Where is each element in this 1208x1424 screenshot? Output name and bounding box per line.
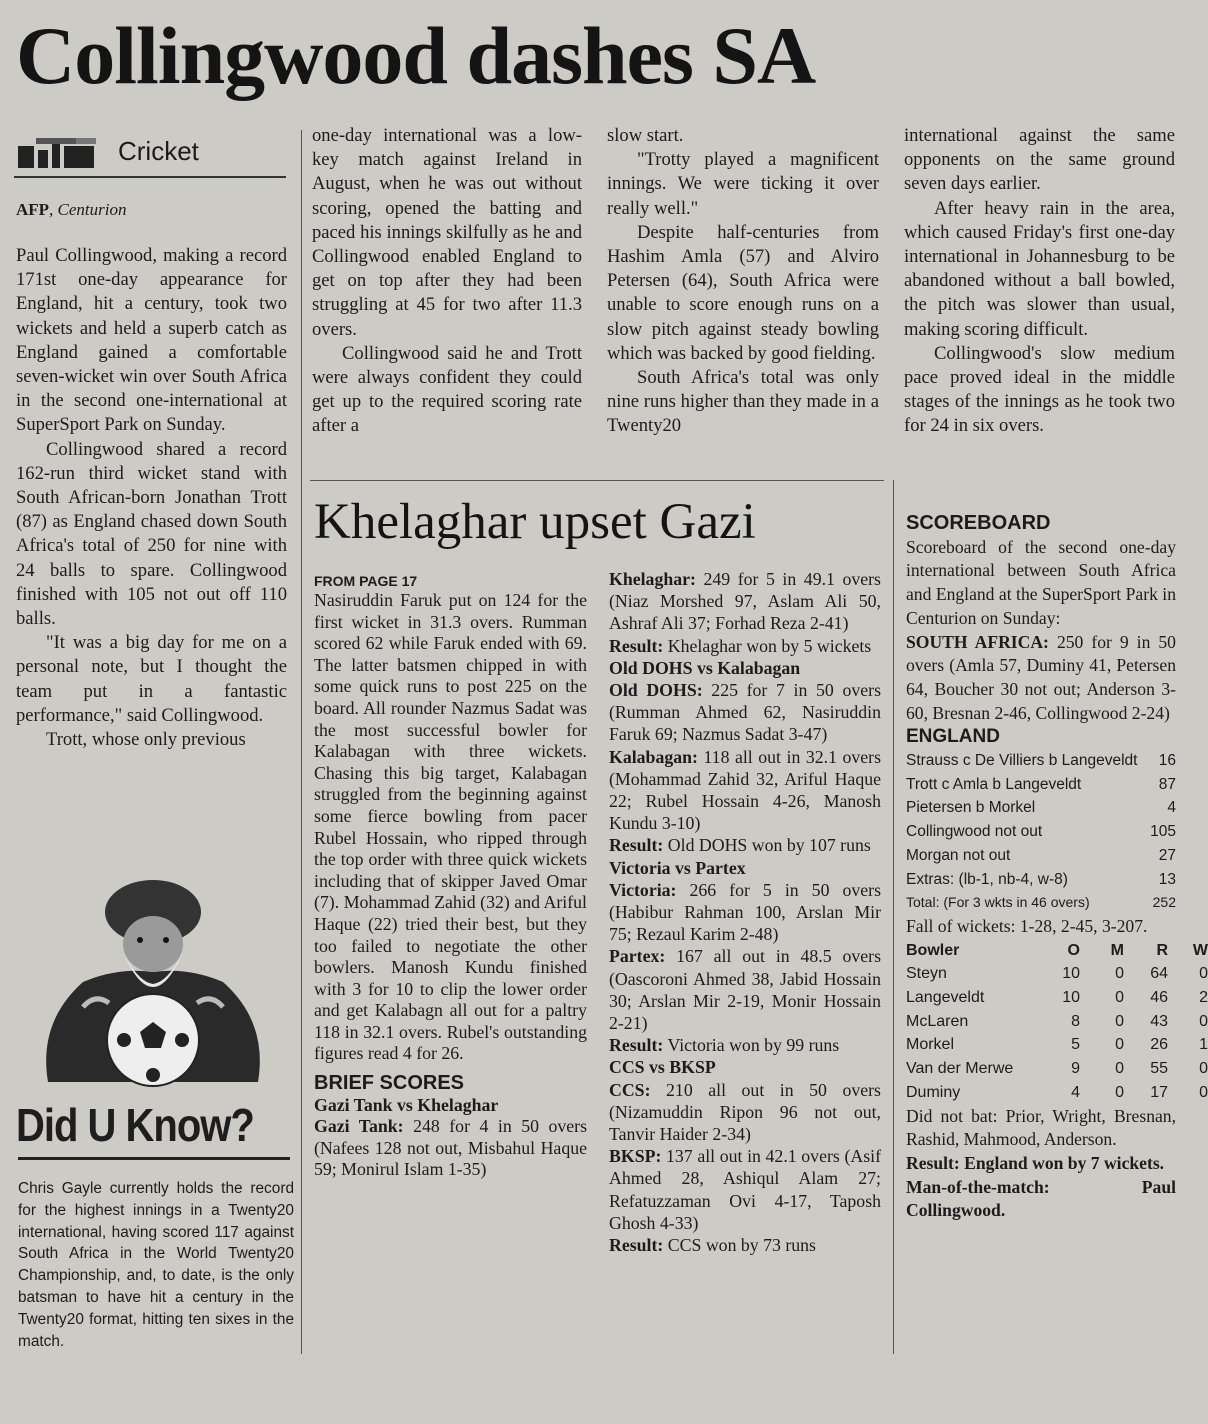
result-label: Result:: [609, 835, 664, 856]
batting-row: [906, 820, 1176, 844]
bowling-row: [906, 986, 1208, 1010]
result-text: Khelaghar won by 5 wickets: [667, 635, 872, 656]
match-heading: Victoria vs Partex: [609, 857, 746, 878]
did-not-bat: Did not bat: Prior, Wright, Bresnan, Rashid, Mahmood, Anderson.: [906, 1105, 1176, 1150]
man-of-the-match: Man-of-the-match: Paul Collingwood.: [906, 1176, 1176, 1221]
batting-row: [906, 844, 1176, 868]
overs: 9: [1071, 1060, 1080, 1078]
did-you-know-text: Chris Gayle currently holds the record for the highest innings in a Twenty20 international, having scored 117 against South Africa in the World Twenty20 Championship, and, to date, is the only batsman to have hit a century in the Twenty20 format, hitting ten sixes in the match.: [18, 1180, 294, 1350]
sa-label: SOUTH AFRICA:: [906, 631, 1049, 652]
fall-of-wickets: Fall of wickets: 1-28, 2-45, 3-207.: [906, 915, 1148, 936]
bowler: Duminy: [906, 1083, 961, 1101]
score-entry: [609, 879, 881, 946]
result-text: Old DOHS won by 107 runs: [667, 835, 871, 856]
team-label: Old DOHS:: [609, 680, 703, 701]
runs: 26: [1150, 1036, 1168, 1054]
maidens: 0: [1115, 1036, 1124, 1054]
result-entry: [609, 834, 881, 856]
byline-agency: AFP: [16, 200, 50, 219]
column-divider: [301, 130, 302, 1354]
wickets: 0: [1199, 1083, 1208, 1101]
team-label: Gazi Tank:: [314, 1116, 404, 1137]
maidens: 0: [1115, 965, 1124, 983]
overs: 10: [1062, 965, 1080, 983]
batter: Strauss c De Villiers b Langeveldt: [906, 752, 1138, 770]
article-col-2: [312, 124, 582, 439]
paragraph: "It was a big day for me on a personal note, but I thought the team put in a fantastic performance," said Collingwood.: [16, 632, 287, 726]
team-label: BKSP:: [609, 1146, 662, 1167]
batter: Morgan not out: [906, 846, 1011, 864]
match-heading: CCS vs BKSP: [609, 1057, 716, 1078]
overs: 10: [1062, 989, 1080, 1007]
paragraph: slow start.: [607, 125, 684, 146]
col-head: R: [1156, 941, 1168, 959]
page-headline: Collingwood dashes SA: [16, 10, 816, 101]
scoreboard-intro: Scoreboard of the second one-day international between South Africa and England at the SuperSport Park in Centurion on Sunday:: [906, 536, 1176, 628]
runs: 87: [1158, 775, 1176, 793]
scoreboard: [906, 512, 1208, 1223]
score-entry: [609, 746, 881, 835]
runs: 17: [1150, 1083, 1168, 1101]
wickets: 0: [1199, 1012, 1208, 1030]
score-text: 137 all out in 42.1 overs (Asif Ahmed 28, Ashiqul Alam 27; Refatuzzaman Ovi 4-17, Taposh Ghosh 4-33): [609, 1146, 881, 1233]
column-divider: [893, 480, 894, 1354]
maidens: 0: [1115, 989, 1124, 1007]
article-col-3: [607, 124, 879, 439]
eng-label: ENGLAND: [906, 726, 1000, 748]
paragraph: Paul Collingwood, making a record 171st one-day appearance for England, hit a century, took two wickets and held a superb catch as England gained a comfortable seven-wicket win over South Africa in the second one-international at SuperSport Park on Sunday.: [16, 245, 287, 436]
bowling-row: [906, 1081, 1208, 1105]
runs: 16: [1158, 752, 1176, 770]
sa-text: 250 for 9 in 50 overs (Amla 57, Duminy 41, Petersen 64, Boucher 30 not out; Anderson 3-60, Bresnan 2-46, Collingwood 2-24): [906, 631, 1176, 723]
wickets: 0: [1199, 1060, 1208, 1078]
runs: 43: [1150, 1012, 1168, 1030]
col-head: W: [1192, 941, 1208, 959]
bowling-header: [906, 939, 1208, 963]
batter: Trott c Amla b Langeveldt: [906, 775, 1082, 793]
score-entry: [609, 1079, 881, 1146]
did-you-know-title: Did U Know?: [16, 1100, 254, 1152]
team-label: Partex:: [609, 946, 666, 967]
paragraph: South Africa's total was only nine runs higher than they made in a Twenty20: [607, 367, 879, 437]
runs: 64: [1150, 965, 1168, 983]
byline: AFP, Centurion: [16, 200, 127, 219]
batter: Extras: (lb-1, nb-4, w-8): [906, 870, 1068, 888]
score-text: 118 all out in 32.1 overs (Mohammad Zahid 32, Ariful Haque 22; Rubel Hossain 4-26, Manosh Kundu 3-10): [609, 746, 881, 834]
article-col-4: [904, 124, 1175, 439]
paragraph: Collingwood said he and Trott were always confident they could get up to the required scoring rate after a: [312, 342, 582, 437]
overs: 5: [1071, 1036, 1080, 1054]
col-head: O: [1067, 941, 1080, 959]
score-text: 210 all out in 50 overs (Nizamuddin Ripon 96 not out, Tanvir Haider 2-34): [609, 1079, 881, 1145]
batting-row: [906, 796, 1176, 820]
batter: Collingwood not out: [906, 823, 1043, 841]
article-col-1: [16, 244, 287, 752]
paragraph: one-day international was a low-key match against Ireland in August, when he was out without scoring, opened the batting and paced his innings skilfully as he and Collingwood enabled England to get on top after they had been struggling at 45 for two after 11.3 overs.: [312, 125, 582, 340]
result-entry: [609, 1034, 881, 1056]
team-label: CCS:: [609, 1079, 651, 1100]
score-text: 248 for 4 in 50 overs (Nafees 128 not out, Misbahul Haque 59; Monirul Islam 1-35): [314, 1116, 588, 1180]
bowling-row: [906, 1057, 1208, 1081]
bowling-table: [906, 939, 1208, 1105]
overs: 8: [1071, 1012, 1080, 1030]
bowler: Morkel: [906, 1036, 955, 1054]
score-entry: [609, 568, 881, 635]
result-entry: [609, 635, 881, 657]
runs: 27: [1158, 846, 1176, 864]
bowling-row: [906, 1010, 1208, 1034]
match-result: Result: England won by 7 wickets.: [906, 1152, 1165, 1173]
section-divider: [310, 480, 884, 481]
maidens: 0: [1115, 1083, 1124, 1101]
paragraph: Nasiruddin Faruk put on 124 for the first wicket in 31.3 overs. Rumman scored 62 while Faruk ended with 69. The latter batsmen chipped in with some quick runs to post 225 on the board. All rounder Nazmus Sadat was the most successful bowler for Kalabagan with three wickets. Chasing this big target, Kalabagan struggled from the beginning against some fierce bowling from pacer Rubel Hossain, who ripped through the top order with three quick wickets including that of skipper Javed Omar (7). Mohammad Zahid (32) and Ariful Haque (22) tried their best, but they too failed to negotiate the other bowlers. Manosh Kundu finished with 3 for 10 to clip the lower order and get Kalabagn all out for a paltry 118 in 32.1 overs. Rubel's outstanding figures read 4 for 26.: [314, 590, 587, 1064]
byline-place: Centurion: [57, 200, 127, 219]
runs: 55: [1150, 1060, 1168, 1078]
result-text: Victoria won by 99 runs: [667, 1035, 840, 1056]
section-header: [14, 130, 286, 178]
scoreboard-heading: SCOREBOARD: [906, 512, 1051, 534]
paragraph: "Trotty played a magnificent innings. We were ticking it over really well.": [607, 149, 879, 219]
result-label: Result:: [609, 1235, 664, 1256]
batting-row: [906, 773, 1176, 797]
col-head: M: [1110, 941, 1124, 959]
score-text: 266 for 5 in 50 overs (Habibur Rahman 100, Arslan Mir 75; Rezaul Karim 2-48): [609, 879, 881, 945]
runs: 46: [1150, 989, 1168, 1007]
result-entry: [609, 1234, 881, 1256]
score-text: 249 for 5 in 49.1 overs (Niaz Morshed 97, Aslam Ali 50, Ashraf Ali 37; Forhad Reza 2-41): [609, 569, 881, 634]
score-text: 167 all out in 48.5 overs (Oascoroni Ahmed 38, Jabid Hossain 30; Arslan Mir 2-19, Monir Hossain 2-21): [609, 946, 882, 1034]
section-label: Cricket: [118, 136, 199, 166]
result-label: Result:: [609, 635, 664, 656]
bowling-row: [906, 962, 1208, 986]
team-label: Khelaghar:: [609, 569, 696, 589]
score-entry: [609, 945, 881, 1034]
sa-innings: [906, 631, 1176, 726]
wickets: 2: [1199, 989, 1208, 1007]
runs: 252: [1152, 894, 1176, 911]
divider: [18, 1157, 290, 1160]
team-label: Victoria:: [609, 879, 677, 900]
bowler: Van der Merwe: [906, 1060, 1014, 1078]
score-entry: [609, 679, 881, 746]
result-label: Result:: [609, 1035, 664, 1056]
kicker: FROM PAGE 17: [314, 573, 418, 589]
paragraph: Collingwood's slow medium pace proved ideal in the middle stages of the innings as he took two for 24 in six overs.: [904, 342, 1175, 437]
khelaghar-headline: Khelaghar upset Gazi: [314, 494, 756, 550]
col-head: Bowler: [906, 941, 960, 959]
match-heading: Gazi Tank vs Khelaghar: [314, 1094, 499, 1115]
fortune-teller-illustration: [28, 872, 278, 1092]
match-heading: Old DOHS vs Kalabagan: [609, 657, 801, 678]
team-label: Kalabagan:: [609, 746, 698, 767]
paragraph: Despite half-centuries from Hashim Amla (57) and Alviro Petersen (64), South Africa were unable to score enough runs on a slow pitch against steady bowling which was backed by good fielding.: [607, 221, 879, 364]
bowling-row: [906, 1033, 1208, 1057]
runs: 4: [1167, 799, 1176, 817]
paragraph: Trott, whose only previous: [46, 729, 246, 751]
batter: Total: (For 3 wkts in 46 overs): [906, 894, 1090, 911]
cricket-logo-icon: [16, 136, 108, 170]
bowler: Steyn: [906, 965, 947, 983]
paragraph: After heavy rain in the area, which caused Friday's first one-day international in Johannesburg to be abandoned without a ball bowled, the pitch was slower than usual, making scoring difficult.: [904, 197, 1175, 340]
batting-row: [906, 891, 1176, 915]
maidens: 0: [1115, 1012, 1124, 1030]
batting-row: [906, 749, 1176, 773]
score-text: 225 for 7 in 50 overs (Rumman Ahmed 62, Nasiruddin Faruk 69; Nazmus Sadat 3-47): [609, 680, 881, 745]
overs: 4: [1071, 1083, 1080, 1101]
runs: 105: [1150, 823, 1176, 841]
result-text: CCS won by 73 runs: [667, 1235, 816, 1256]
paragraph: international against the same opponents on the same ground seven days earlier.: [904, 125, 1175, 195]
batting-row: [906, 868, 1176, 892]
batter: Pietersen b Morkel: [906, 799, 1036, 817]
bowler: Langeveldt: [906, 989, 985, 1007]
batting-table: [906, 749, 1176, 915]
khelaghar-col-1: [314, 572, 587, 1181]
score-entry: [314, 1116, 587, 1181]
bowler: McLaren: [906, 1012, 969, 1030]
paragraph: Collingwood shared a record 162-run third wicket stand with South African-born Jonathan Trott (87) as England chased down South Africa's total of 250 for nine with 24 balls to spare. Collingwood finished with 105 not out off 110 balls.: [16, 438, 287, 630]
maidens: 0: [1115, 1060, 1124, 1078]
score-entry: [609, 1145, 881, 1234]
khelaghar-col-2: [609, 568, 881, 1256]
wickets: 1: [1199, 1036, 1208, 1054]
runs: 13: [1158, 870, 1176, 888]
wickets: 0: [1199, 965, 1208, 983]
brief-scores-heading: BRIEF SCORES: [314, 1072, 465, 1095]
